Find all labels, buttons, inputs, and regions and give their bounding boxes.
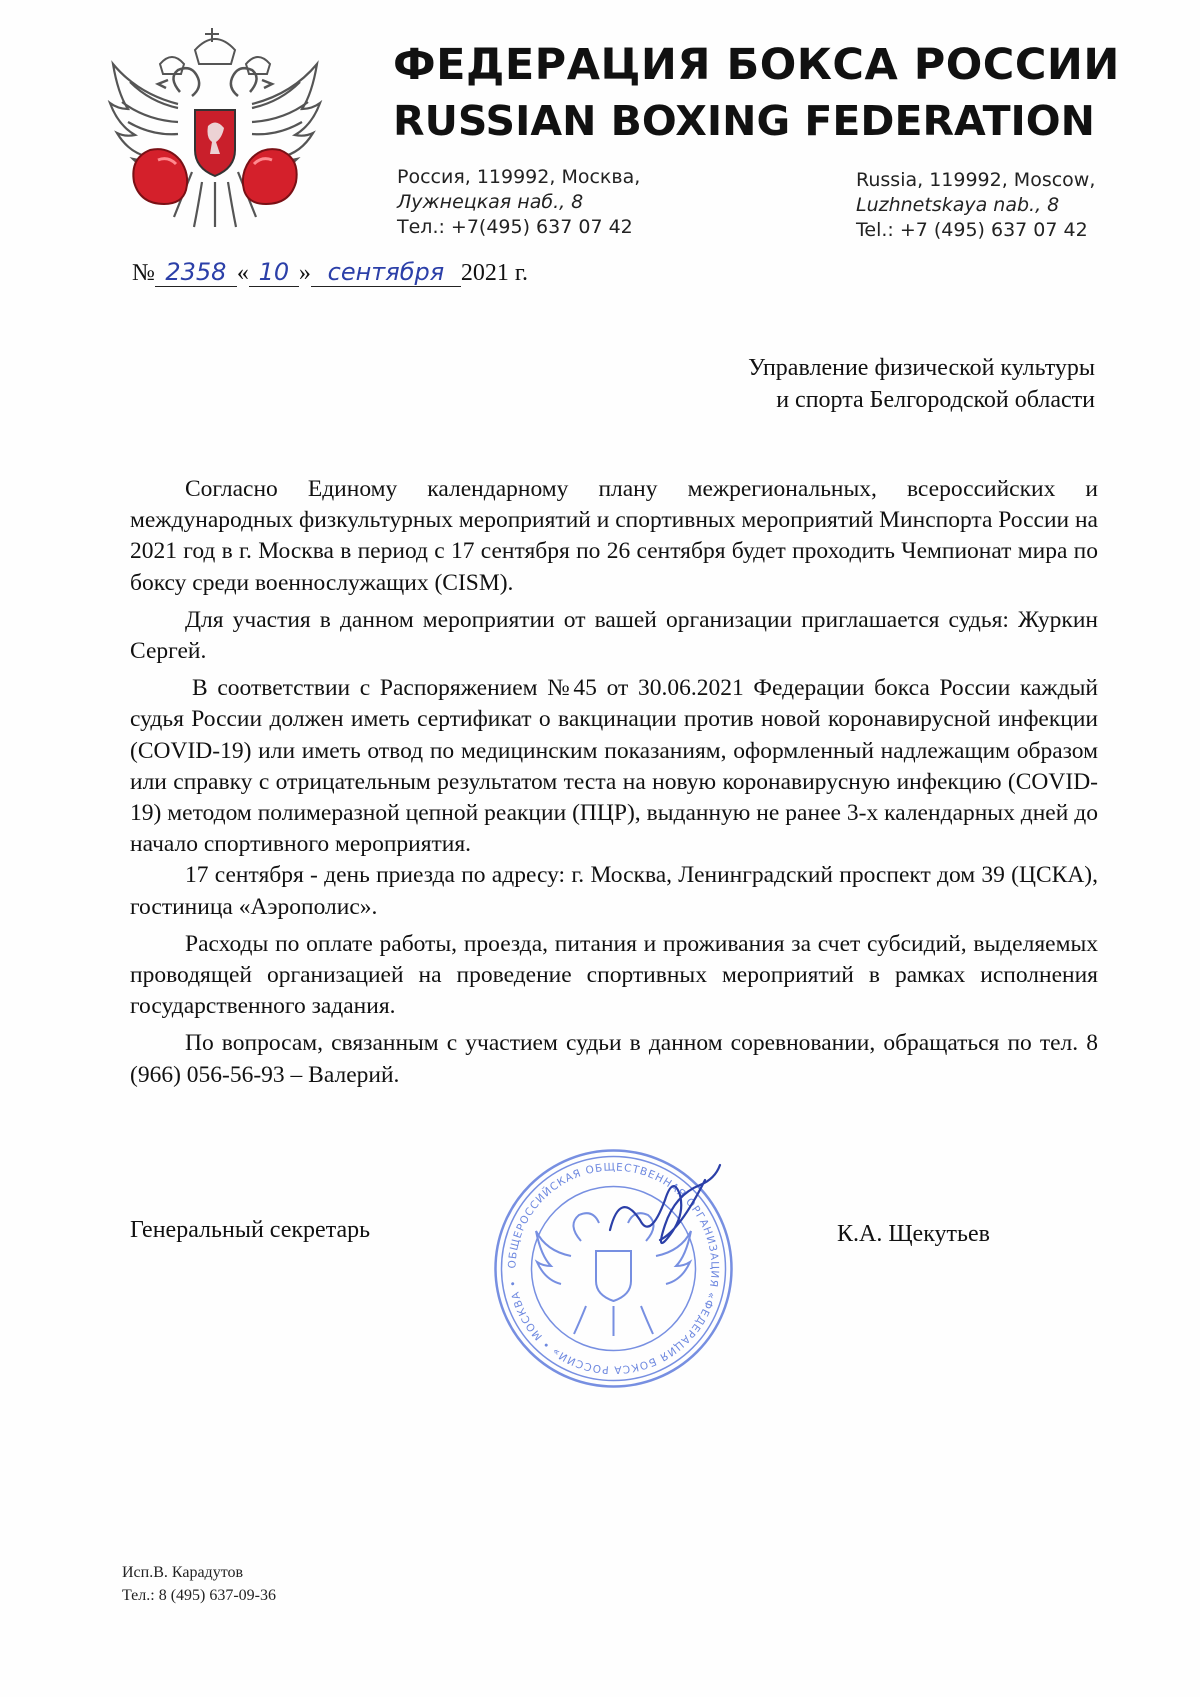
signatory-name: К.А. Щекутьев xyxy=(837,1221,990,1247)
address-en-line-2: Luzhnetskaya nab., 8 xyxy=(856,194,1060,216)
executor-block xyxy=(122,1561,276,1607)
signatory-title: Генеральный секретарь xyxy=(130,1217,371,1243)
body-paragraph-5: Расходы по оплате работы, проезда, питания и проживания за счет субсидий, выделяемых проводящей организацией на проведение спортивных мероприятий в рамках исполнения государственного задания. xyxy=(130,930,1098,1020)
addressee-block xyxy=(575,352,1095,416)
ref-day: 10 xyxy=(249,258,299,287)
body-paragraph-1: Согласно Единому календарному плану межрегиональных, всероссийских и международных физкультурных мероприятий и спортивных мероприятий Минспорта России на 2021 год в г. Москва в период с 17 сентября по 26 сентября будет проходить Чемпионат мира по боксу среди военнослужащих (CISM). xyxy=(130,476,1098,596)
address-ru-line-3: Тел.: +7(495) 637 07 42 xyxy=(397,216,633,238)
body-paragraph-6: По вопросам, связанным с участием судьи в данном соревновании, обращаться по тел. 8 (966) 056-56-93 – Валерий. xyxy=(130,1030,1098,1088)
stamp-text: ОБЩЕРОССИЙСКАЯ ОБЩЕСТВЕННАЯ ОРГАНИЗАЦИЯ «ФЕДЕРАЦИЯ БОКСА РОССИИ» • МОСКВА • xyxy=(506,1161,721,1376)
executor-phone: Тел.: 8 (495) 637-09-36 xyxy=(122,1587,277,1604)
address-en xyxy=(856,168,1095,243)
address-en-line-1: Russia, 119992, Moscow, xyxy=(856,169,1096,191)
addressee-line-1: Управление физической культуры xyxy=(748,355,1095,381)
body-paragraph-4: 17 сентября - день приезда по адресу: г. Москва, Ленинградский проспект дом 39 (ЦСКА), гостиница «Аэрополис». xyxy=(130,862,1098,920)
reference-line xyxy=(132,258,528,287)
ref-month: сентября xyxy=(311,258,461,287)
addressee-line-2: и спорта Белгородской области xyxy=(776,387,1095,413)
ref-number: 2358 xyxy=(155,258,237,287)
body-paragraph-2: Для участия в данном мероприятии от вашей организации приглашается судья: Журкин Сергей. xyxy=(130,606,1098,665)
ref-year: 2021 г. xyxy=(460,260,529,286)
address-ru xyxy=(397,165,640,240)
letter-body xyxy=(130,474,1098,1091)
handwritten-signature-icon xyxy=(590,1160,740,1280)
ref-open-quote: « xyxy=(236,260,249,286)
executor-name: Исп.В. Карадутов xyxy=(122,1564,244,1581)
body-paragraph-3: В соответствии с Распоряжением №45 от 30.06.2021 Федерации бокса России каждый судья России должен иметь сертификат о вакцинации против новой коронавирусной инфекции (COVID-19) или иметь отвод по медицинским показаниям, оформленный надлежащим образом или справку с отрицательным результатом теста на новую коронавирусную инфекцию (COVID-19) методом полимеразной цепной реакции (ПЦР), выданную не ранее 3-х календарных дней до начало спортивного мероприятия. xyxy=(130,675,1098,858)
org-name-en: RUSSIAN BOXING FEDERATION xyxy=(393,97,1095,145)
ref-close-quote: » xyxy=(298,260,311,286)
org-name-ru: ФЕДЕРАЦИЯ БОКСА РОССИИ xyxy=(393,40,1120,90)
federation-emblem-icon xyxy=(100,22,330,242)
ref-number-prefix: № xyxy=(132,260,155,286)
address-ru-line-2: Лужнецкая наб., 8 xyxy=(397,191,584,213)
address-en-line-3: Tel.: +7 (495) 637 07 42 xyxy=(856,219,1088,241)
address-ru-line-1: Россия, 119992, Москва, xyxy=(397,166,641,188)
